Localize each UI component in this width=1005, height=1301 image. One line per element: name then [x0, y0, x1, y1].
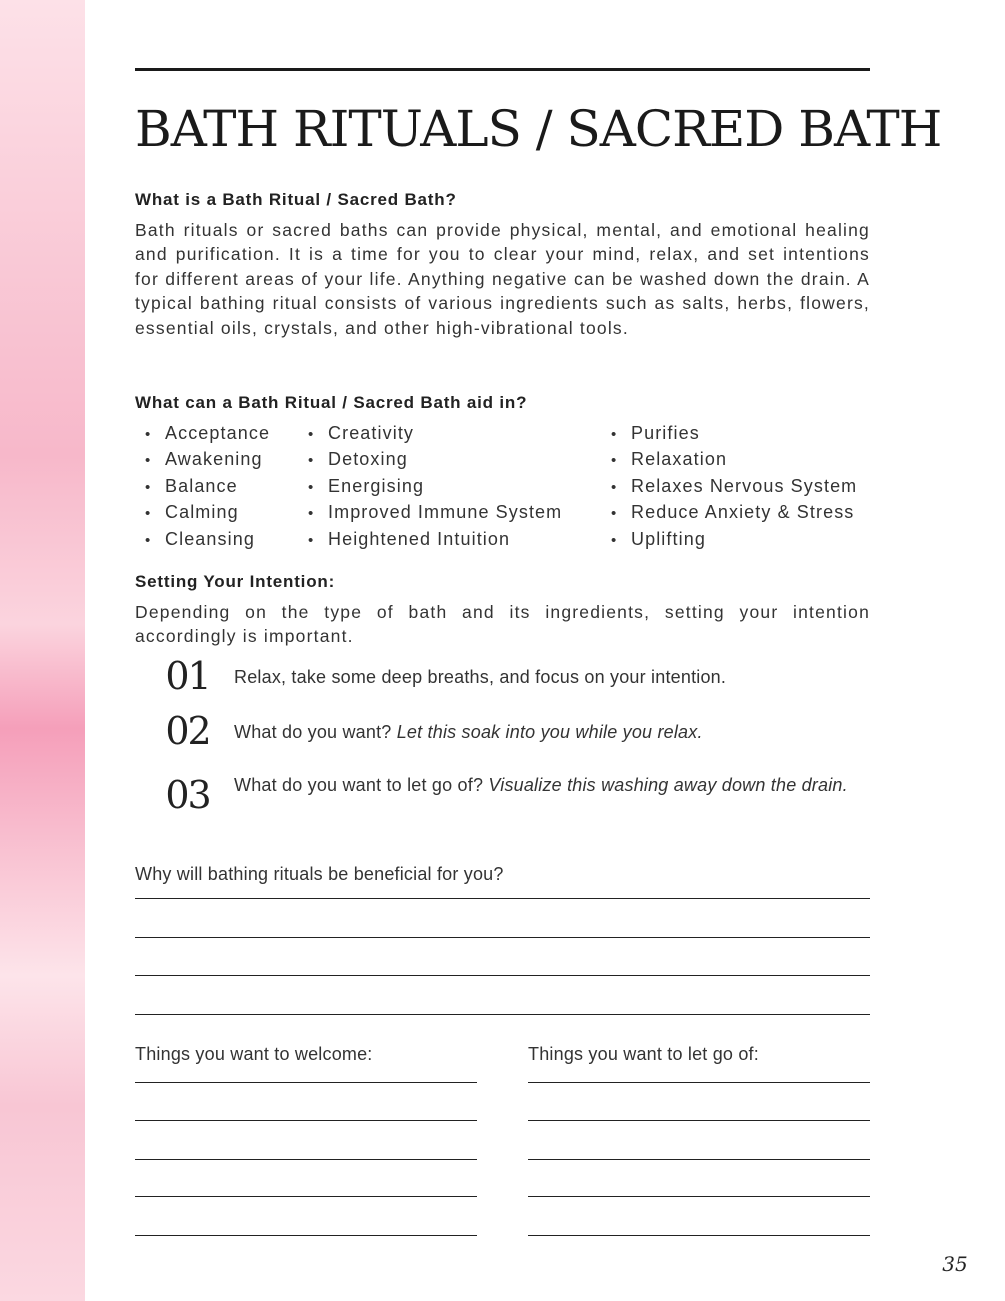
list-item: • Calming [145, 500, 270, 526]
decorative-side-band [0, 0, 85, 1301]
section-heading-what-is: What is a Bath Ritual / Sacred Bath? [135, 190, 457, 209]
welcome-writing-line[interactable] [135, 1159, 477, 1160]
list-item: • Heightened Intuition [308, 527, 562, 553]
step-text-main: What do you want to let go of? [234, 775, 484, 795]
page-title: BATH RITUALS / SACRED BATH [135, 100, 942, 158]
welcome-writing-line[interactable] [135, 1196, 477, 1197]
list-item: • Acceptance [145, 421, 270, 447]
section-body-what-is: Bath rituals or sacred baths can provide physical, mental, and emotional healing and purification. It is a time for you to clear your mind, relax, and set intentions for different areas of your life. Anything negative can be washed down the drain. A typical bathing ritual consists of various ingredients such as salts, herbs, flowers, essential oils, crystals, and other high-vibrational tools. [135, 220, 870, 338]
let-go-writing-line[interactable] [528, 1196, 870, 1197]
let-go-writing-line[interactable] [528, 1120, 870, 1121]
let-go-writing-line[interactable] [528, 1082, 870, 1083]
section-body-intention: Depending on the type of bath and its ingredients, setting your intention accordingly is important. [135, 602, 870, 647]
let-go-writing-line[interactable] [528, 1159, 870, 1160]
step-text-main: Relax, take some deep breaths, and focus on your intention. [234, 667, 727, 687]
step-number-3: 03 [165, 773, 210, 817]
writing-line[interactable] [135, 937, 870, 938]
list-item: • Reduce Anxiety & Stress [611, 500, 857, 526]
welcome-writing-line[interactable] [135, 1235, 477, 1236]
benefits-list-col2 [308, 421, 562, 553]
list-item: • Purifies [611, 421, 857, 447]
writing-line[interactable] [135, 975, 870, 976]
step-text-3 [234, 771, 870, 799]
step-text-main: What do you want? [234, 722, 392, 742]
list-item: • Uplifting [611, 527, 857, 553]
step-text-2 [234, 718, 870, 746]
list-item: • Cleansing [145, 527, 270, 553]
benefits-list-col3 [611, 421, 857, 553]
page-number: 35 [942, 1252, 968, 1276]
section-heading-aid-in: What can a Bath Ritual / Sacred Bath aid in? [135, 393, 528, 412]
prompt-let-go: Things you want to let go of: [528, 1044, 759, 1064]
step-text-italic: Let this soak into you while you relax. [396, 722, 703, 742]
benefits-list-col1 [145, 421, 270, 553]
welcome-writing-line[interactable] [135, 1120, 477, 1121]
writing-line[interactable] [135, 898, 870, 899]
step-text-1 [234, 663, 870, 691]
top-rule [135, 68, 870, 71]
list-item: • Detoxing [308, 447, 562, 473]
list-item: • Creativity [308, 421, 562, 447]
prompt-beneficial: Why will bathing rituals be beneficial for you? [135, 864, 504, 884]
welcome-writing-line[interactable] [135, 1082, 477, 1083]
list-item: • Balance [145, 474, 270, 500]
list-item: • Relaxation [611, 447, 857, 473]
list-item: • Relaxes Nervous System [611, 474, 857, 500]
list-item: • Energising [308, 474, 562, 500]
step-number-2: 02 [165, 709, 210, 753]
step-text-italic: Visualize this washing away down the drain. [488, 775, 848, 795]
list-item: • Awakening [145, 447, 270, 473]
step-number-1: 01 [165, 654, 210, 698]
writing-line[interactable] [135, 1014, 870, 1015]
prompt-welcome: Things you want to welcome: [135, 1044, 373, 1064]
list-item: • Improved Immune System [308, 500, 562, 526]
section-heading-intention: Setting Your Intention: [135, 572, 336, 591]
let-go-writing-line[interactable] [528, 1235, 870, 1236]
